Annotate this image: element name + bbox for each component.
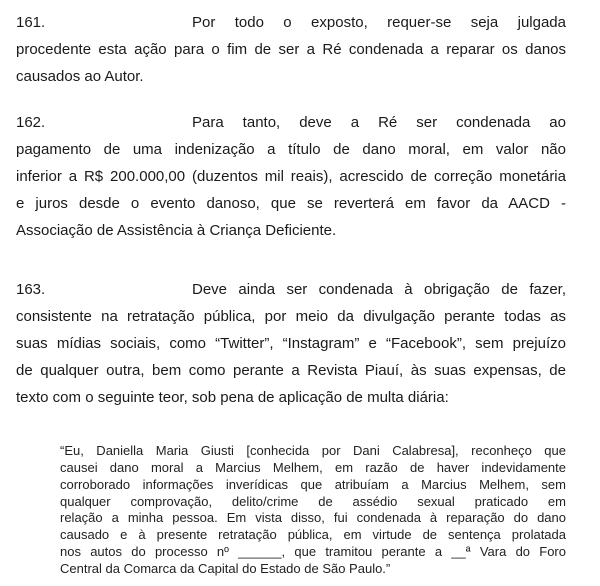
- paragraph-text-line: suas mídias sociais, como “Twitter”, “Instagram” e “Facebook”, sem prejuízo: [16, 335, 566, 352]
- paragraph-text-line: Para tanto, deve a Ré ser condenada ao: [192, 114, 566, 131]
- paragraph-text-line: Deve ainda ser condenada à obrigação de fazer,: [192, 281, 566, 298]
- quote-line: Central da Comarca da Capital do Estado de São Paulo.”: [60, 561, 391, 576]
- paragraph-text-line: inferior a R$ 200.000,00 (duzentos mil reais), acrescido de correção monetária: [16, 168, 566, 185]
- quote-line: “Eu, Daniella Maria Giusti [conhecida por Dani Calabresa], reconheço que: [60, 443, 566, 458]
- quote-line: relação a minha pessoa. Em vista disso, fui condenada à reparação do dano: [60, 510, 566, 525]
- paragraph-text-line: procedente esta ação para o fim de ser a Ré condenada a reparar os danos: [16, 41, 566, 58]
- quote-line: nos autos do processo nº ______, que tramitou perante a __ª Vara do Foro: [60, 544, 566, 559]
- paragraph-number: 162.: [16, 114, 46, 131]
- paragraph-text-line: Associação de Assistência à Criança Deficiente.: [16, 222, 337, 239]
- paragraph-text-line: Por todo o exposto, requer-se seja julgada: [192, 14, 566, 31]
- quote-line: causado e à presente retratação pública, em virtude de sentença prolatada: [60, 527, 566, 542]
- quote-line: causei dano moral a Marcius Melhem, em razão de haver indevidamente: [60, 460, 566, 475]
- paragraph-number: 161.: [16, 14, 46, 31]
- paragraph-text-line: pagamento de uma indenização a título de dano moral, em valor não: [16, 141, 566, 158]
- paragraph-text-line: texto com o seguinte teor, sob pena de aplicação de multa diária:: [16, 389, 449, 406]
- paragraph-text-line: e juros desde o evento danoso, que se reverterá em favor da AACD -: [16, 195, 566, 212]
- paragraph-text-line: causados ao Autor.: [16, 68, 144, 85]
- paragraph-text-line: de qualquer outra, bem como perante a Revista Piauí, às suas expensas, de: [16, 362, 566, 379]
- quote-line: qualquer comprovação, delito/crime de assédio sexual praticado em: [60, 494, 566, 509]
- quote-line: corroborado informações inverídicas que atribuíam a Marcius Melhem, sem: [60, 477, 566, 492]
- paragraph-number: 163.: [16, 281, 46, 298]
- paragraph-text-line: consistente na retratação pública, por meio da divulgação perante todas as: [16, 308, 566, 325]
